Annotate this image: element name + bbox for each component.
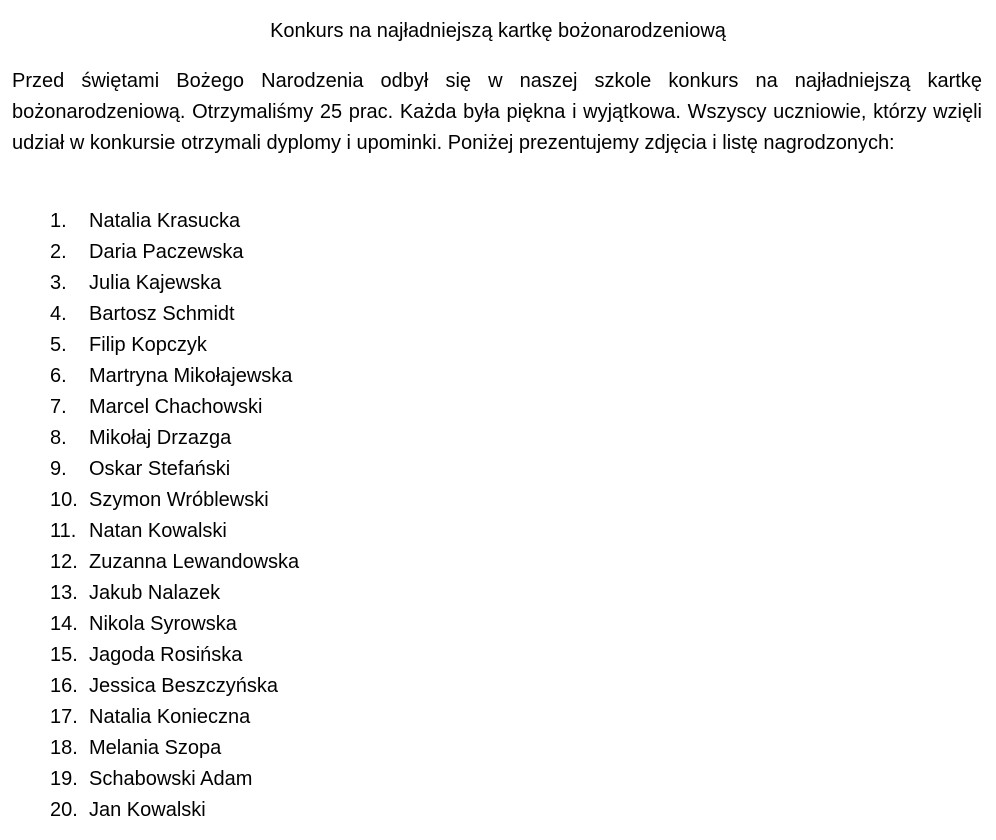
list-item-number: 20. bbox=[50, 799, 78, 821]
page-title: Konkurs na najładniejszą kartkę bożonarodzeniową bbox=[270, 20, 726, 42]
list-item-number: 6. bbox=[50, 365, 67, 387]
list-item-name: Marcel Chachowski bbox=[89, 396, 263, 418]
list-item-name: Oskar Stefański bbox=[89, 458, 231, 480]
list-item-number: 15. bbox=[50, 644, 78, 666]
list-item-name: Filip Kopczyk bbox=[89, 334, 207, 356]
list-item-name: Julia Kajewska bbox=[89, 272, 222, 294]
list-item-name: Zuzanna Lewandowska bbox=[89, 551, 300, 573]
list-item-number: 1. bbox=[50, 210, 67, 232]
list-item-name: Schabowski Adam bbox=[89, 768, 253, 790]
list-item-name: Jagoda Rosińska bbox=[89, 644, 243, 666]
list-item-number: 8. bbox=[50, 427, 67, 449]
list-item-number: 11. bbox=[50, 520, 77, 542]
intro-paragraph: Przed świętami Bożego Narodzenia odbył się w naszej szkole konkurs na najładniejszą kartkę bożonarodzeniową. Otrzymaliśmy 25 prac. Każda była piękna i wyjątkowa. Wszyscy uczniowie, którzy wzięli udział w konkursie otrzymali dyplomy i upominki. Poniżej prezentujemy zdjęcia i listę nagrodzonych: bbox=[12, 70, 982, 154]
list-item-number: 14. bbox=[50, 613, 78, 635]
list-item-number: 7. bbox=[50, 396, 67, 418]
list-item-number: 10. bbox=[50, 489, 78, 511]
list-item-name: Jakub Nalazek bbox=[89, 582, 221, 604]
list-item-number: 9. bbox=[50, 458, 67, 480]
list-item-name: Natalia Krasucka bbox=[89, 210, 241, 232]
list-item-number: 3. bbox=[50, 272, 67, 294]
list-item-name: Martryna Mikołajewska bbox=[89, 365, 293, 387]
list-item-number: 16. bbox=[50, 675, 78, 697]
list-item-number: 17. bbox=[50, 706, 78, 728]
list-item-name: Melania Szopa bbox=[89, 737, 222, 759]
list-item-number: 12. bbox=[50, 551, 78, 573]
list-item-name: Jessica Beszczyńska bbox=[89, 675, 278, 697]
list-item-number: 5. bbox=[50, 334, 67, 356]
list-item-name: Bartosz Schmidt bbox=[89, 303, 235, 325]
list-item-name: Szymon Wróblewski bbox=[89, 489, 269, 511]
list-item-name: Mikołaj Drzazga bbox=[89, 427, 232, 449]
list-item-name: Daria Paczewska bbox=[89, 241, 244, 263]
list-item-name: Nikola Syrowska bbox=[89, 613, 237, 635]
list-item-number: 19. bbox=[50, 768, 78, 790]
list-item-number: 18. bbox=[50, 737, 78, 759]
list-item-name: Jan Kowalski bbox=[89, 799, 206, 821]
list-item-number: 13. bbox=[50, 582, 78, 604]
list-item-number: 4. bbox=[50, 303, 67, 325]
list-item-name: Natan Kowalski bbox=[89, 520, 227, 542]
list-item-name: Natalia Konieczna bbox=[89, 706, 251, 728]
list-item-number: 2. bbox=[50, 241, 67, 263]
